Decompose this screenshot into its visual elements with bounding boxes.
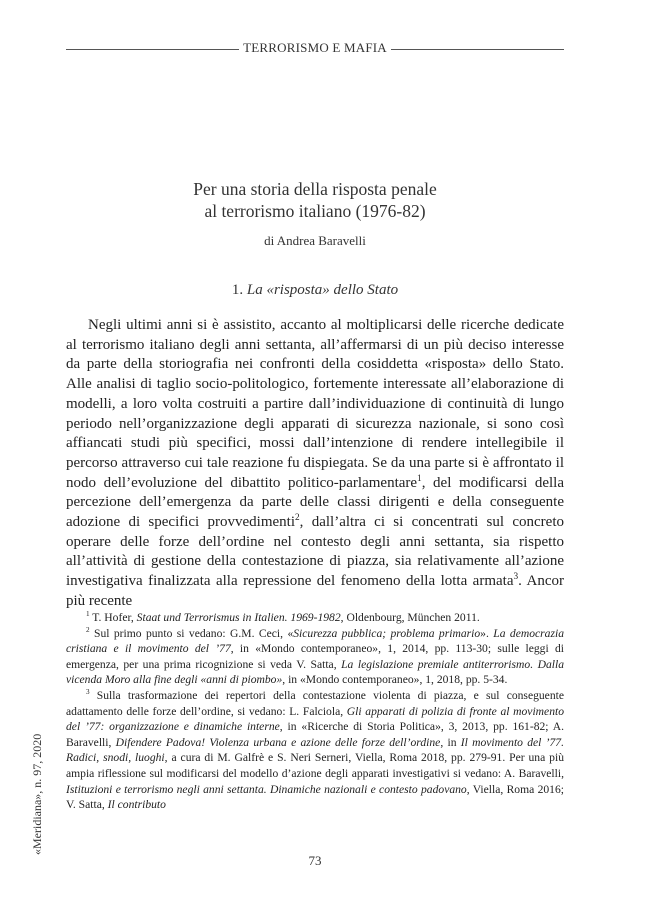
section-title: La «risposta» dello Stato: [246, 282, 399, 298]
footnote-italic: Sicurezza pubblica; problema primario: [293, 626, 481, 640]
footnote-text: ».: [480, 626, 494, 640]
header-rule-right: [391, 49, 564, 50]
footnote-italic: Difendere Padova! Violenza urbana e azione delle forze dell’ordine: [115, 735, 441, 749]
article-author: di Andrea Baravelli: [264, 233, 366, 248]
header-title: TERRORISMO E MAFIA: [243, 40, 387, 55]
footnote-text: , Oldenbourg, München 2011.: [340, 611, 480, 624]
footnote-text: , in: [440, 735, 461, 749]
page-number: 73: [308, 853, 322, 868]
footnote-text: , a cura di M. Galfrè e S. Neri Serneri, Viella, Roma 2018, pp. 279-91. Per una più ampia riflessione sul modificarsi del modello d’azione degli apparati investigativi si vedano: A. Baravelli,: [66, 751, 564, 780]
section-number: 1.: [231, 282, 244, 298]
footnote-mark: 3: [86, 688, 90, 697]
footnote-3: [66, 688, 564, 813]
body-text-segment: . Ancor più recente: [66, 573, 564, 609]
footnote-text: , in «Ricerche di Storia Politica», 3, 2013, pp. 161-82; A. Baravelli,: [66, 720, 564, 749]
footnote-1: [66, 610, 564, 626]
body-text-segment: Negli ultimi anni si è assistito, accanto al moltiplicarsi delle ricerche dedicate al terrorismo italiano degli anni settanta, all’affermarsi di un più deciso interesse da parte della storiografia nei confronti della cosiddetta «risposta» dello Stato. Alle analisi di taglio socio-politologico, fortemente interessate all’elaborazione di modelli, a loro volta costruiti a partire dall’individuazione di continuità di lungo periodo nell’organizzazione degli apparati di sicurezza nazionale, si sono così affiancati studi più specifici, mossi dall’intenzione di rendere intellegibile il percorso attraverso cui tale reazione fu dispiegata. Se da una parte si è affrontato il nodo dell’evoluzione del dibattito politico-parlamentare: [66, 317, 564, 491]
footnote-2: [66, 626, 564, 688]
footnote-italic: La democrazia cristiana e il movimento del ’77: [66, 626, 565, 656]
footnote-text: , Viella, Roma 2016; V. Satta,: [66, 782, 564, 812]
footnote-italic: Staat und Terrorismus in Italien. 1969-1982: [136, 611, 341, 624]
body-paragraph: [66, 316, 564, 612]
running-header: [66, 38, 564, 58]
footnotes: [66, 610, 564, 813]
footnote-italic: Istituzioni e terrorismo negli anni settanta. Dinamiche nazionali e contesto padovano: [66, 782, 467, 796]
footnote-text: Sulla trasformazione dei repertori della contestazione violenta di piazza, e sul conseguente adattamento delle forze dell’ordine, si vedano: L. Falciola,: [66, 688, 564, 718]
footnote-italic: Il movimento del ’77. Radici, snodi, luoghi: [66, 735, 564, 765]
footnote-text: , in «Mondo contemporaneo», 1, 2018, pp. 5-34.: [282, 673, 508, 687]
section-heading: [66, 282, 564, 299]
header-rule-left: [66, 49, 239, 50]
article-title-line-2: al terrorismo italiano (1976-82): [204, 201, 426, 221]
footnote-ref-1[interactable]: 1: [417, 473, 422, 484]
footnote-mark: 1: [86, 610, 90, 619]
footnote-text: Sul primo punto si vedano: G.M. Ceci, «: [89, 626, 294, 640]
footnote-text: , in «Mondo contemporaneo», 1, 2014, pp. 113-30; sulle leggi di emergenza, per una prima ricognizione si veda V. Satta,: [66, 642, 564, 671]
footnote-ref-2[interactable]: 2: [295, 513, 300, 524]
body-text-segment: , del modificarsi della percezione dell’emergenza da parte delle classi dirigenti e della conseguente adozione di specifici provvedimenti: [66, 474, 564, 531]
article-title: [66, 178, 564, 222]
footnote-text: T. Hofer,: [89, 611, 137, 624]
body-text-segment: , dall’altra ci si concentrati sul concreto operare delle forze dell’ordine nel contesto degli anni settanta, sia rispetto all’attività di gestione della contestazione di piazza, sia relativamente all’azione investigativa finalizzata alla repressione del fenomeno della lotta armata: [66, 514, 564, 590]
footnote-ref-3[interactable]: 3: [513, 572, 519, 583]
footnote-italic: Il contributo: [107, 798, 166, 812]
footnote-italic: Gli apparati di polizia di fronte al movimento del ’77: organizzazione e dinamiche interne: [66, 704, 565, 734]
footnote-mark: 2: [86, 625, 90, 634]
article-title-line-1: Per una storia della risposta penale: [193, 179, 437, 199]
journal-citation: «Meridiana», n. 97, 2020: [30, 733, 44, 855]
footnote-italic: La legislazione premiale antiterrorismo. Dalla vicenda Moro alla fine degli «anni di piombo»: [66, 657, 564, 687]
